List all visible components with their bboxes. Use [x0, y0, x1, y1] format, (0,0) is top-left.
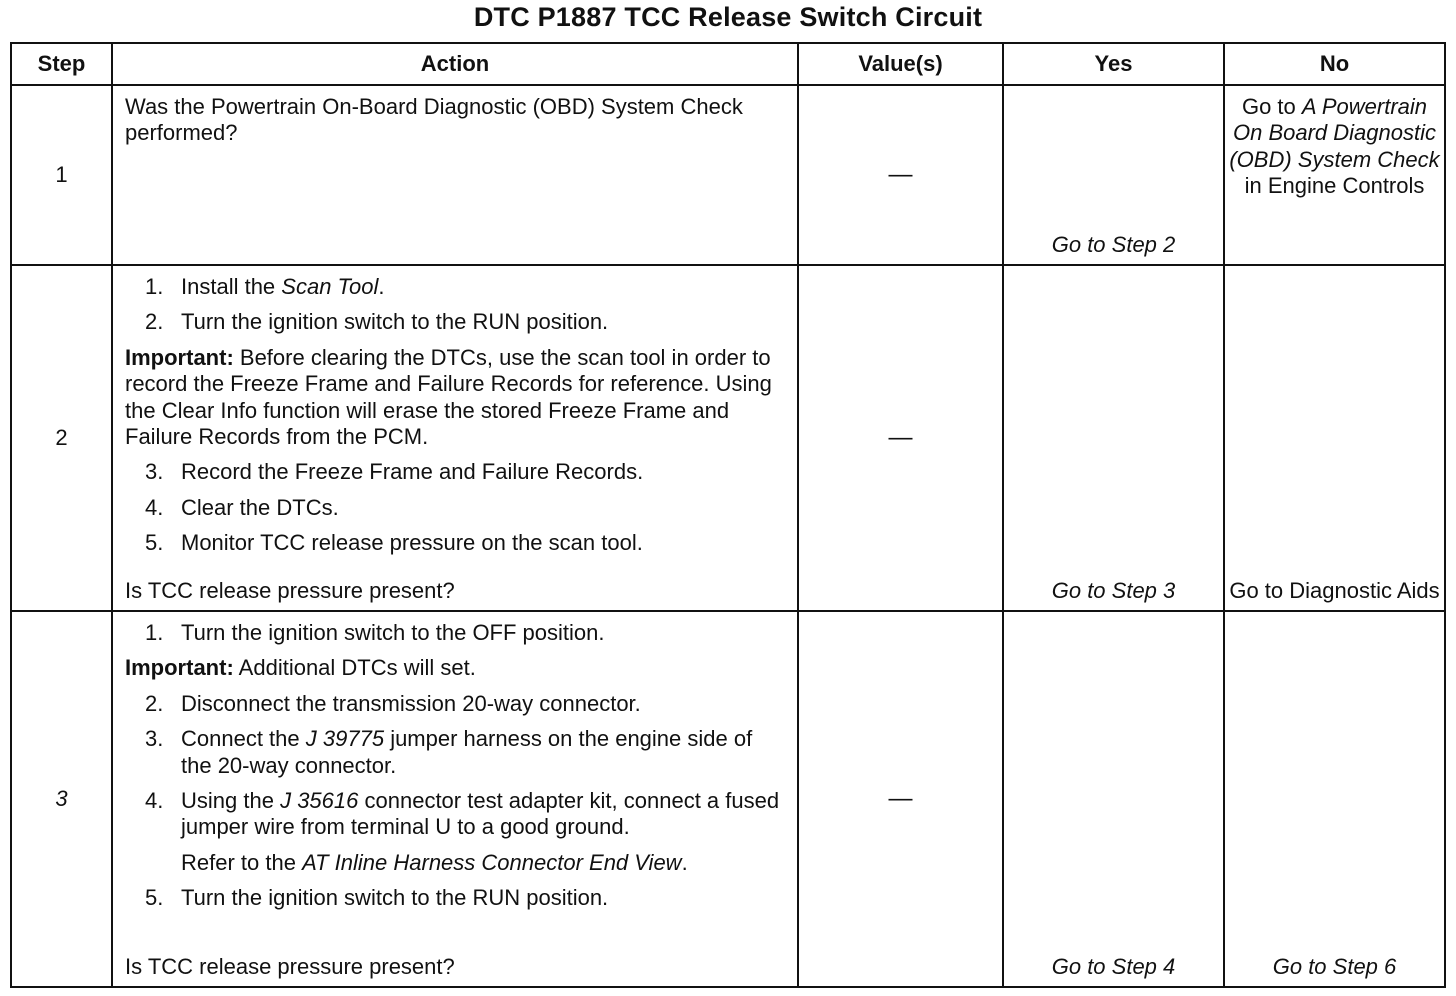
no-prefix: Go to: [1241, 94, 1296, 119]
step-number: 1: [11, 85, 112, 265]
no-cell: Go to Step 6: [1224, 611, 1445, 987]
action-question: Was the Powertrain On-Board Diagnostic (OBD) System Check performed?: [125, 94, 743, 146]
table-row: [11, 611, 1445, 987]
step-number: 3: [11, 611, 112, 987]
important-note: Important: Additional DTCs will set.: [125, 655, 476, 681]
value-cell: —: [798, 611, 1003, 987]
header-no: No: [1224, 43, 1445, 85]
yes-cell: Go to Step 4: [1003, 611, 1224, 987]
yes-cell: Go to Step 3: [1003, 265, 1224, 611]
value-cell: —: [798, 85, 1003, 265]
action-cell: [112, 85, 798, 265]
table-row: [11, 85, 1445, 265]
action-item: 1. Turn the ignition switch to the OFF position.: [145, 620, 605, 645]
action-cell: [112, 611, 798, 987]
diagnostic-table: [10, 42, 1446, 988]
action-cell: [112, 265, 798, 611]
header-yes: Yes: [1003, 43, 1224, 85]
header-row: [11, 43, 1445, 85]
action-item: 4. Clear the DTCs.: [145, 494, 339, 520]
action-item: 3. Record the Freeze Frame and Failure Records.: [145, 459, 644, 485]
header-step: Step: [11, 43, 112, 85]
action-item: 3. Connect the J 39775 jumper harness on the engine side of the 20-way connector.: [145, 726, 753, 778]
action-item: 4. Using the J 35616 connector test adapter kit, connect a fused jumper wire from terminal U to a good ground.: [145, 787, 780, 840]
page-title: DTC P1887 TCC Release Switch Circuit: [473, 2, 983, 32]
action-question: Is TCC release pressure present?: [125, 577, 455, 603]
action-item: 5. Monitor TCC release pressure on the scan tool.: [145, 530, 643, 556]
action-item: 2. Turn the ignition switch to the RUN position.: [145, 309, 609, 335]
no-suffix: in Engine Controls: [1244, 173, 1425, 199]
step-number: 2: [11, 265, 112, 611]
yes-cell: Go to Step 2: [1003, 85, 1224, 265]
no-cell: [1224, 85, 1445, 265]
no-cell: Go to Diagnostic Aids: [1224, 265, 1445, 611]
value-cell: —: [798, 265, 1003, 611]
header-action: Action: [112, 43, 798, 85]
action-item: 1. Install the Scan Tool.: [145, 274, 385, 299]
refer-note: Refer to the AT Inline Harness Connector End View.: [181, 849, 688, 875]
action-question: Is TCC release pressure present?: [125, 953, 455, 979]
important-note: Important: Before clearing the DTCs, use the scan tool in order to record the Freeze Frame and Failure Records for reference. Using the Clear Info function will erase the stored Freeze Frame and Failure Records from the PCM.: [125, 344, 772, 449]
table-row: [11, 265, 1445, 611]
action-item: 2. Disconnect the transmission 20-way connector.: [145, 690, 641, 716]
header-values: Value(s): [798, 43, 1003, 85]
action-item: 5. Turn the ignition switch to the RUN position.: [145, 885, 609, 911]
no-reference: A Powertrain On Board Diagnostic (OBD) System Check: [1229, 94, 1440, 172]
